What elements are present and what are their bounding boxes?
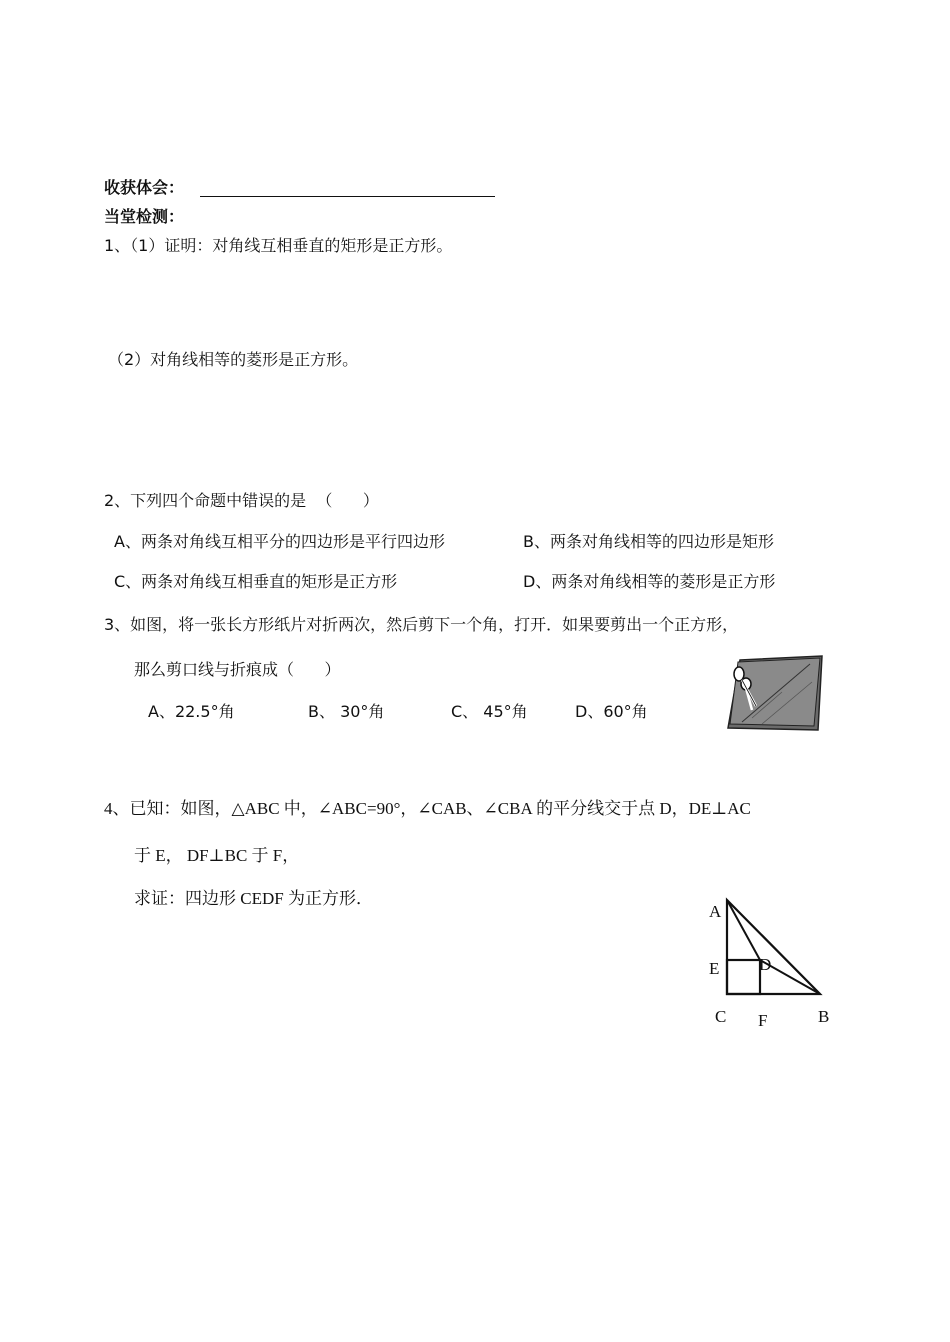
q4-line1: 4、已知：如图，△ABC 中，∠ABC=90°，∠CAB、∠CBA 的平分线交于点 D，DE⊥AC xyxy=(104,799,751,818)
q3-stem-line2: 那么剪口线与折痕成（ ） xyxy=(134,660,341,679)
q2-option-d: D、两条对角线相等的菱形是正方形 xyxy=(523,572,776,591)
paper-front-layer xyxy=(730,658,820,726)
q4-line2: 于 E， DF⊥BC 于 F， xyxy=(134,846,300,865)
hypotenuse-ab xyxy=(727,900,820,994)
q1-part2: （2）对角线相等的菱形是正方形。 xyxy=(108,350,359,369)
q4-line3: 求证：四边形 CEDF 为正方形． xyxy=(134,889,373,908)
q2-option-c: C、两条对角线互相垂直的矩形是正方形 xyxy=(114,572,398,591)
summary-label: 收获体会： xyxy=(104,178,185,197)
bisector-from-a xyxy=(727,900,760,960)
q2-option-a: A、两条对角线互相平分的四边形是平行四边形 xyxy=(114,532,445,551)
q1-part1: 1、（1）证明：对角线互相垂直的矩形是正方形。 xyxy=(104,236,453,255)
q3-option-a: A、22.5°角 xyxy=(148,702,235,721)
summary-answer-line[interactable] xyxy=(200,176,495,197)
q3-stem-line1: 3、如图，将一张长方形纸片对折两次，然后剪下一个角，打开．如果要剪出一个正方形， xyxy=(104,615,739,634)
q2-stem: 2、下列四个命题中错误的是 （ ） xyxy=(104,491,379,510)
q3-option-c: C、 45°角 xyxy=(451,702,528,721)
square-cedf xyxy=(727,960,760,994)
label-f: F xyxy=(758,1011,768,1030)
label-a: A xyxy=(709,902,722,921)
triangle-square-figure xyxy=(700,890,845,1035)
label-d: D xyxy=(759,955,772,974)
q3-option-d: D、60°角 xyxy=(575,702,648,721)
label-e: E xyxy=(709,959,720,978)
q2-option-b: B、两条对角线相等的四边形是矩形 xyxy=(523,532,774,551)
check-title: 当堂检测： xyxy=(104,207,185,226)
folded-paper-scissors-figure xyxy=(722,652,828,734)
label-c: C xyxy=(715,1007,727,1026)
q3-option-b: B、 30°角 xyxy=(308,702,385,721)
label-b: B xyxy=(818,1007,830,1026)
